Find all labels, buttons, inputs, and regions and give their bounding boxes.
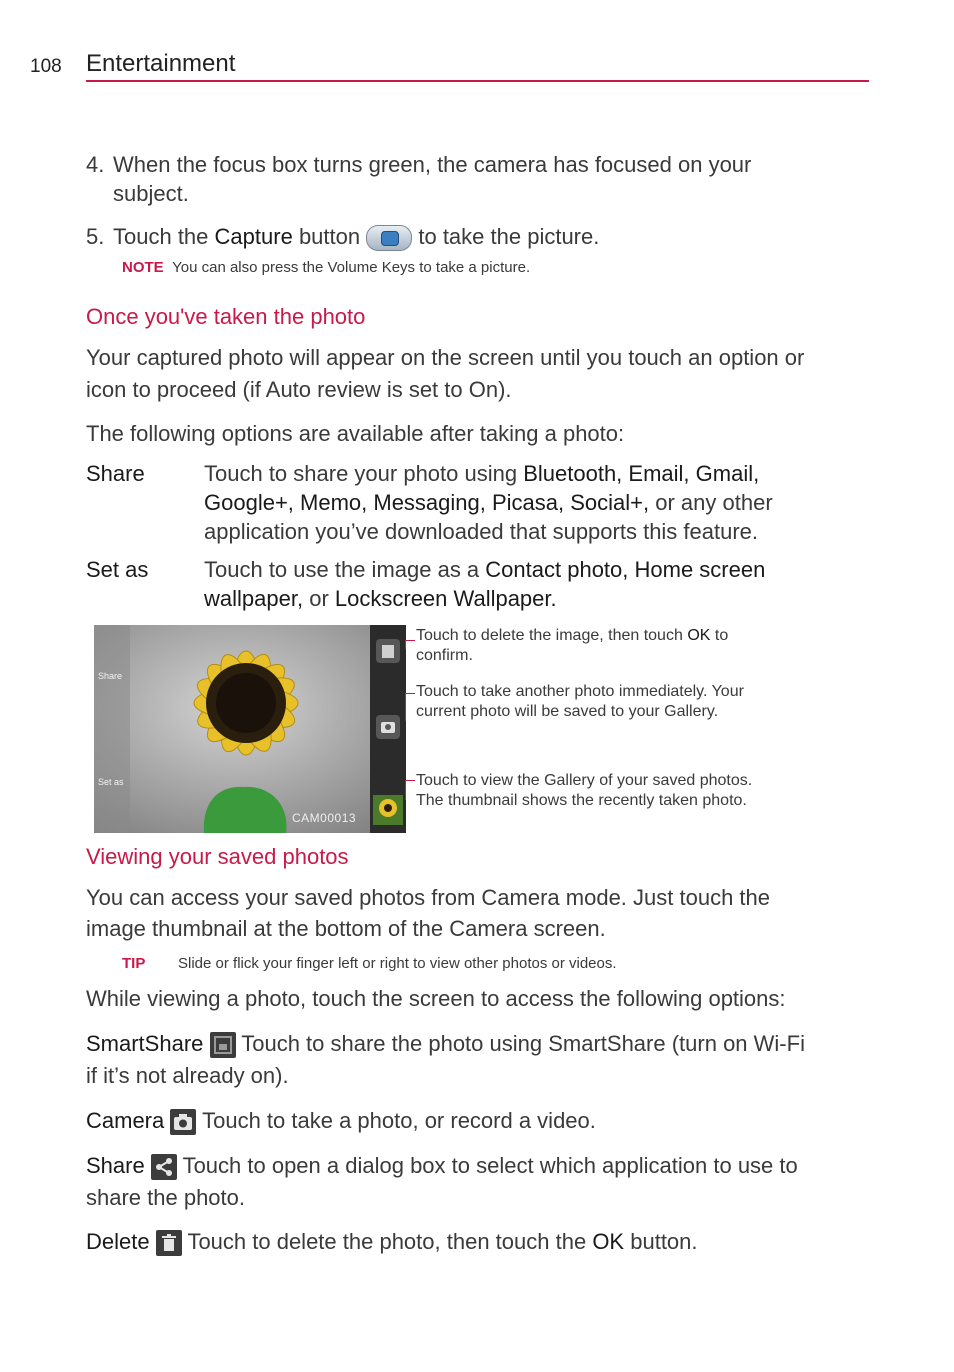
- callout-gallery-line-2: The thumbnail shows the recently taken photo.: [416, 792, 747, 809]
- callout-delete-line-2: confirm.: [416, 647, 473, 664]
- note: [122, 259, 530, 277]
- step-5-number: 5.: [86, 224, 105, 249]
- note-label: NOTE: [122, 259, 164, 276]
- screenshot-share-label: Share: [98, 671, 123, 681]
- setas-desc-options-2: wallpaper,: [204, 586, 304, 611]
- step-4-number: 4.: [86, 152, 105, 177]
- callout-2-leader: [405, 693, 415, 694]
- share-desc-apps-1: Bluetooth, Email, Gmail,: [523, 461, 760, 486]
- tip-text: Slide or flick your finger left or right to view other photos or videos.: [178, 955, 617, 972]
- camera-desc: Touch to take a photo, or record a video.: [202, 1108, 596, 1133]
- callout-gallery-line-1: Touch to view the Gallery of your saved photos.: [416, 772, 753, 789]
- once-heading: Once you've taken the photo: [86, 304, 366, 329]
- once-para-line-1: Your captured photo will appear on the screen until you touch an option or: [86, 345, 805, 370]
- callout-delete-line-1: [416, 626, 728, 646]
- step-5-pre: Touch the: [113, 224, 209, 249]
- smartshare-desc: Touch to share the photo using SmartShare (turn on Wi-Fi: [241, 1031, 805, 1056]
- viewing-para-line-2: image thumbnail at the bottom of the Camera screen.: [86, 916, 606, 941]
- smartshare-line-1: [86, 1029, 805, 1059]
- once-para-line-2: icon to proceed (if Auto review is set to On).: [86, 377, 512, 402]
- setas-desc-line-2: [204, 584, 557, 614]
- screenshot-setas-label: Set as: [98, 777, 124, 787]
- camera-icon: [170, 1109, 196, 1135]
- step-4-line-2: subject.: [113, 181, 189, 206]
- section-title: Entertainment: [86, 50, 236, 77]
- smartshare-icon: [210, 1032, 236, 1058]
- callout-camera-line-1: Touch to take another photo immediately. Your: [416, 683, 744, 700]
- camera-term: Camera: [86, 1108, 165, 1133]
- once-para-2: The following options are available after taking a photo:: [86, 421, 625, 446]
- callout-3-leader-v: [405, 780, 406, 800]
- setas-desc-line-1: [204, 555, 765, 585]
- setas-desc-options-1: Contact photo, Home screen: [485, 557, 766, 582]
- viewing-para-2: While viewing a photo, touch the screen to access the following options:: [86, 986, 786, 1011]
- callout-delete-ok: OK: [687, 627, 711, 644]
- trash-icon: [156, 1230, 182, 1256]
- callout-delete-post: to: [714, 627, 729, 644]
- share-desc-post: or any other: [655, 490, 773, 515]
- setas-desc-options-3: Lockscreen Wallpaper.: [334, 586, 557, 611]
- share-desc-line-3: application you’ve downloaded that supports this feature.: [204, 519, 759, 544]
- share-desc-apps-2: Google+, Memo, Messaging, Picasa, Social+,: [204, 490, 650, 515]
- share-icon: [151, 1154, 177, 1180]
- share-line-1: [86, 1151, 798, 1181]
- step-5-mid: button: [298, 224, 361, 249]
- setas-term: Set as: [86, 557, 149, 582]
- share-desc-pre: Touch to share your photo using: [204, 461, 518, 486]
- share-line-2: share the photo.: [86, 1185, 246, 1210]
- share-desc-line-2: [204, 488, 773, 518]
- note-text: You can also press the Volume Keys to take a picture.: [172, 259, 531, 276]
- page-number: 108: [30, 56, 62, 77]
- smartshare-term: SmartShare: [86, 1031, 204, 1056]
- setas-desc-pre: Touch to use the image as a: [204, 557, 480, 582]
- sunflower-photo: [94, 625, 406, 833]
- camera-review-screenshot: [94, 625, 406, 833]
- callout-1-leader-v: [405, 640, 406, 649]
- share-term: Share: [86, 461, 145, 486]
- delete-desc-post: button.: [630, 1229, 698, 1254]
- header-rule: [86, 80, 869, 82]
- callout-3-leader: [405, 780, 415, 781]
- screenshot-file-label: CAM00013: [292, 811, 357, 825]
- callout-camera-line-2: current photo will be saved to your Gallery.: [416, 703, 719, 720]
- step-4-line-1: When the focus box turns green, the camera has focused on your: [113, 152, 752, 177]
- smartshare-line-2: if it’s not already on).: [86, 1063, 289, 1088]
- delete-line: [86, 1227, 698, 1257]
- setas-desc-or: or: [309, 586, 329, 611]
- viewing-share-term: Share: [86, 1153, 145, 1178]
- delete-term: Delete: [86, 1229, 150, 1254]
- delete-desc-pre: Touch to delete the photo, then touch the: [187, 1229, 587, 1254]
- camera-line: [86, 1106, 596, 1136]
- tip-label: TIP: [122, 955, 146, 972]
- callout-1-leader: [405, 640, 415, 641]
- viewing-share-desc: Touch to open a dialog box to select which application to use to: [182, 1153, 798, 1178]
- step-5-capture: Capture: [214, 224, 293, 249]
- viewing-heading: Viewing your saved photos: [86, 844, 349, 869]
- step-5-post: to take the picture.: [418, 224, 600, 249]
- callout-2-leader-v: [405, 693, 406, 721]
- capture-button-icon: [366, 225, 412, 251]
- delete-desc-ok: OK: [592, 1229, 625, 1254]
- callout-delete-pre: Touch to delete the image, then touch: [416, 627, 683, 644]
- viewing-para-line-1: You can access your saved photos from Camera mode. Just touch the: [86, 885, 770, 910]
- step-5-text: [113, 222, 599, 252]
- share-desc-line-1: [204, 459, 759, 489]
